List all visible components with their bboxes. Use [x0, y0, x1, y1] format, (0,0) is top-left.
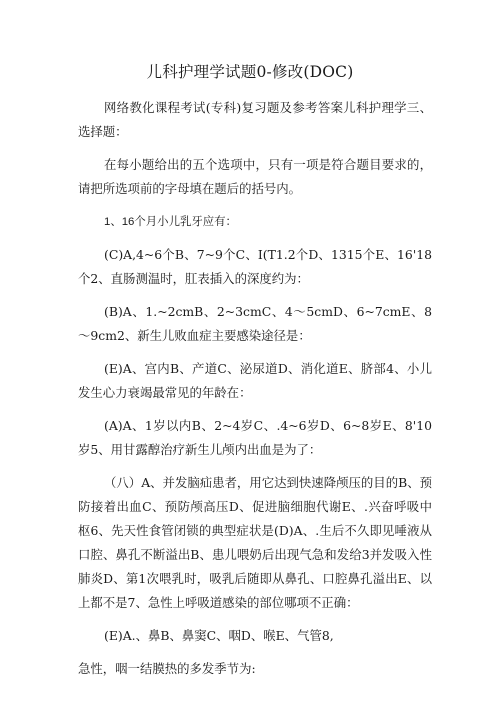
document-body — [78, 96, 432, 681]
paragraph-spacer — [78, 201, 432, 210]
paragraph-spacer — [78, 405, 432, 414]
paragraph-spacer — [78, 648, 432, 657]
question-4: (E)A、宫内B、产道C、泌尿道D、消化道E、脐部4、小儿发生心力衰竭最常见的年龄在： — [78, 361, 432, 400]
intro-paragraph: 网络教化课程考试(专科)复习题及参考答案儿科护理学三、选择题： — [78, 100, 432, 139]
paragraph-spacer — [78, 144, 432, 153]
question-8-stem: 急性，咽一结膜热的多发季节为: — [78, 661, 256, 676]
question-6-7: （八）A、并发脑疝患者，用它达到快速降颅压的目的B、预防接着出血C、预防颅高压D、促进脑细胞代谢E、.兴奋呼吸中枢6、先天性食管闭锁的典型症状是(D)A、.生后不久即见唾液从口腔、鼻孔不断溢出B、患儿喂奶后出现气急和发给3并发吸入性肺炎D、第1次喂乳时，吸乳后随即从鼻孔、口腔鼻孔溢出E、以上都不是7、急性上呼吸道感染的部位哪项不正确： — [78, 475, 432, 610]
document-title: 儿科护理学试题0-修改(DOC) — [146, 63, 354, 81]
question-5: (A)A、1岁以内B、2~4岁C、.4~6岁D、6~8岁E、8'10岁5、用甘露醇治疗新生儿颅内出血是为了： — [78, 418, 432, 457]
paragraph-spacer — [78, 348, 432, 357]
question-3: (B)A、1.~2cmB、2~3cmC、4～5cmD、6~7cmE、8～9cm2、新生儿败血症主要感染途径是： — [78, 304, 432, 343]
question-2: (C)A,4~6个B、7~9个C、I(T1.2个D、1315个E、16'18个2、直肠测温时，肛表插入的深度约为： — [78, 247, 432, 286]
paragraph-spacer — [78, 234, 432, 243]
paragraph-spacer — [78, 615, 432, 624]
instructions-paragraph: 在每小题给出的五个选项中，只有一项是符合题目要求的，请把所选项前的字母填在题后的括号内。 — [78, 157, 432, 196]
question-1: 1、16个月小儿乳牙应有： — [104, 216, 237, 228]
paragraph-spacer — [78, 462, 432, 471]
question-8-answer: (E)A.、鼻B、鼻窦C、咽D、喉E、气管8, — [104, 628, 334, 643]
paragraph-spacer — [78, 291, 432, 300]
